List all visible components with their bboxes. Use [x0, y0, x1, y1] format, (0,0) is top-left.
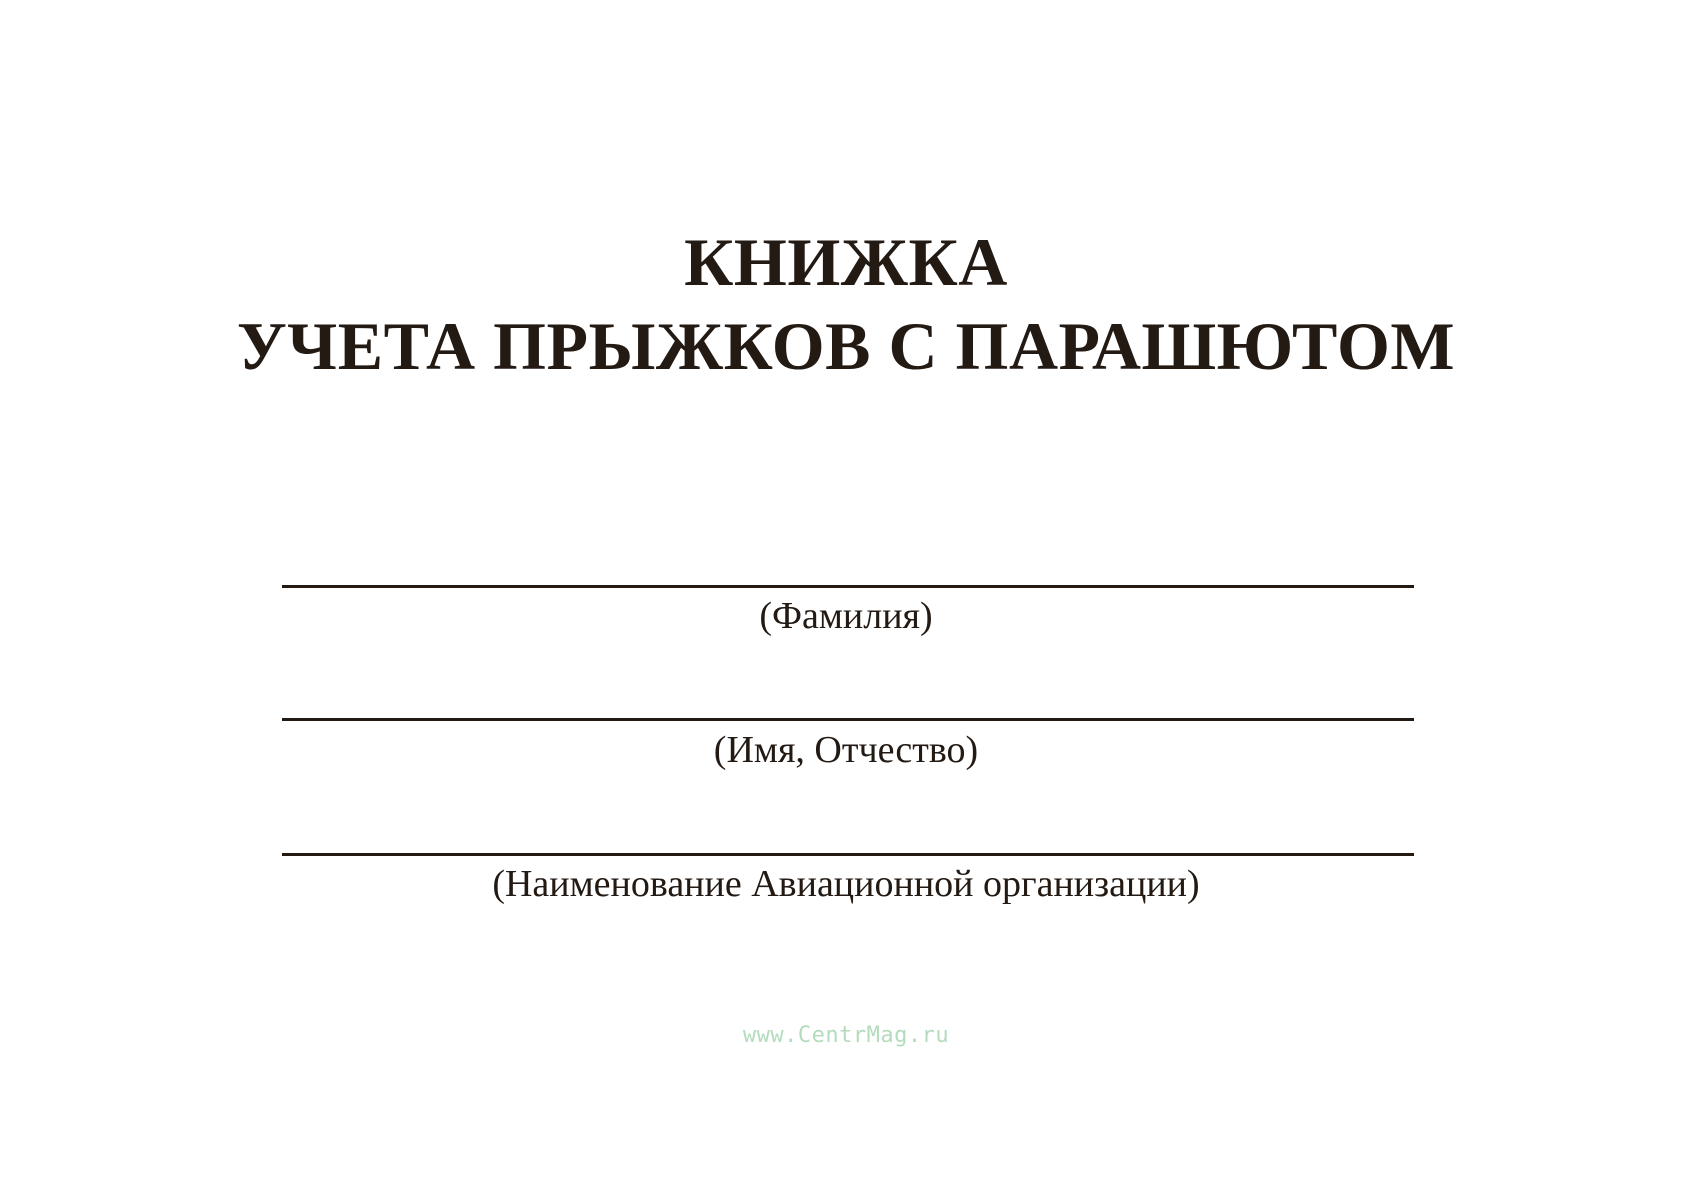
organization-caption: (Наименование Авиационной организации) [492, 863, 1200, 905]
organization-fill-line[interactable] [282, 853, 1414, 856]
watermark-text: www.CentrMag.ru [742, 1023, 950, 1048]
name-patronymic-caption: (Имя, Отчество) [713, 729, 979, 771]
surname-fill-line[interactable] [282, 585, 1414, 588]
document-title-line-2: УЧЕТА ПРЫЖКОВ С ПАРАШЮТОМ [236, 308, 1456, 384]
surname-caption: (Фамилия) [759, 595, 933, 637]
name-patronymic-fill-line[interactable] [282, 718, 1414, 721]
document-title-line-1: КНИЖКА [684, 224, 1008, 300]
